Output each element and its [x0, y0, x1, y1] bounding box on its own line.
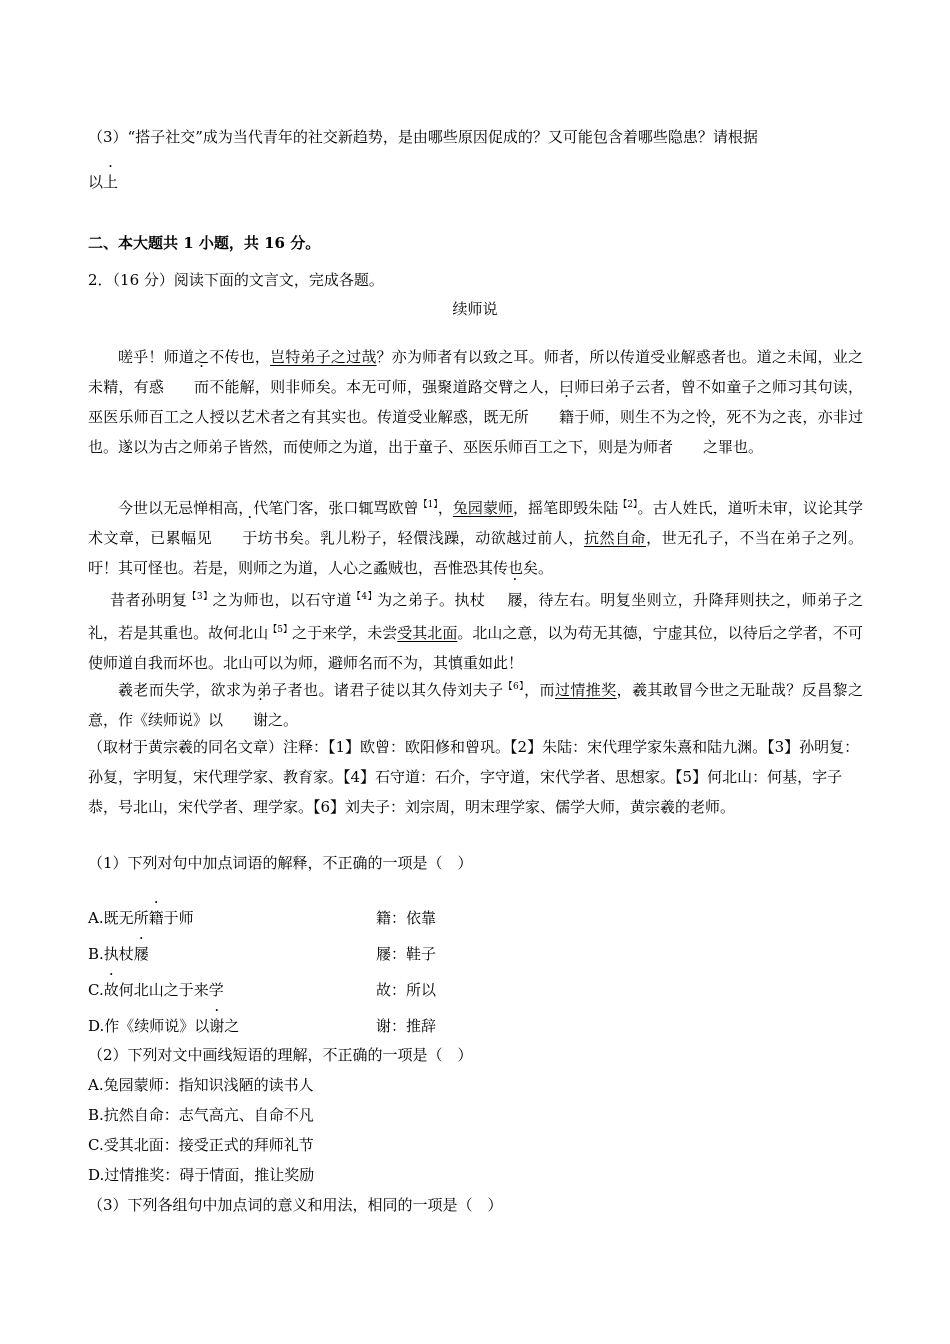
passage-paragraph-4: 羲老而失学，欲求为弟子者也。诸君子徒以其久侍刘夫子$^{【6】}$，而过情推奖，羲其敢冒今世之无耻哉？反昌黎之意，作《续师说》以 谢之。	[88, 672, 863, 735]
option-explanation: 籍：依靠	[376, 909, 437, 927]
option-explanation: 屦：鞋子	[376, 945, 437, 963]
passage-paragraph-1: 嗟乎！师道之不传也，岂特弟子之过哉？亦为师者有以致之耳。师者，所以传道受业解惑者也。道之未闻，业之未精，有惑 而不能解，则非师矣。本无可师，强聚道路交臂之人，曰师曰弟子云者，曾不如童子之师习其句读，巫医乐师百工之人授以艺术者之有其实也。传道受业解惑，既无所 籍于师，则生不为之怜，死不为之丧，亦非过也。遂以为古之师弟子皆然，而使师之为道，出于童子、巫医乐师百工之下，则是为师者 之罪也。	[88, 342, 863, 462]
emphasis-dot-char: 于	[242, 529, 258, 547]
subquestion-2-stem: （2）下列对文中画线短语的理解，不正确的一项是（ ）	[88, 1046, 473, 1064]
question-1-3-line2: 以上	[88, 173, 119, 191]
emphasis-dot-char: 故	[103, 981, 119, 999]
subquestion-2-option-a: A.兔园蒙师：指知识浅陋的读书人	[88, 1076, 314, 1094]
underlined-phrase: 兔园蒙师	[452, 499, 514, 517]
underlined-phrase: 岂特弟子之过哉	[270, 348, 377, 366]
passage-notes: （取材于黄宗羲的同名文章）注释：【1】欧曾：欧阳修和曾巩。【2】朱陆：宋代理学家朱熹和陆九渊。【3】孙明复：孙复，字明复，宋代理学家、教育家。【4】石守道：石介，字守道，宋代学者、思想家。【5】何北山：何基，字子恭，号北山，宋代学者、理学家。【6】刘夫子：刘宗周，明末理学家、儒学大师，黄宗羲的老师。	[88, 738, 860, 816]
emphasis-dot-char: 之	[703, 438, 719, 456]
question-1-3-line1: （3）“搭子社交”成为当代青年的社交新趋势，是由哪些原因促成的？又可能包含着哪些隐患？请根据	[88, 128, 758, 146]
emphasis-dot-char: 籍	[559, 408, 575, 426]
option-explanation: 谢：推辞	[376, 1017, 437, 1035]
passage-title: 续师说	[452, 300, 498, 318]
passage-paragraph-3: 昔者孙明复$^{【3】}$之为师也，以石守道$^{【4】}$为之弟子。执杖 屦，待左右。明复坐则立，升降拜则扶之，师弟子之礼，若是其重也。故何北山$^{【5】}$之于来学，未尝受其北面。北山之意，以为苟无其德，宁虚其位，以待后之学者，不可使师道自我而坏也。北山可以为师，避师名而不为，其慎重如此！	[88, 582, 863, 678]
underlined-phrase: 过情推奖	[554, 681, 617, 699]
subquestion-2-option-c: C.受其北面：接受正式的拜师礼节	[88, 1136, 314, 1154]
emphasis-dot-char: 谢	[253, 711, 269, 729]
emphasis-dot-char: 屦	[133, 945, 149, 963]
passage-paragraph-2: 今世以无忌惮相高，代笔门客，张口辄骂欧曾$^{【1】}$，兔园蒙师，摇笔即毁朱陆$^{【2】}$。古人姓氏，道听未审，议论其学术文章，已累幅见 于坊书矣。乳儿粉子，轻儇浅躁，动欲越过前人，抗然自命，世无孔子，不当在弟子之列。吁！其可怪也。若是，则师之为道，人心之蟊贼也，吾惟恐其传也矣。	[88, 499, 863, 577]
emphasis-dot-char: 而	[194, 378, 210, 396]
footnote-marker: 【6】	[503, 682, 525, 692]
subquestion-3-stem: （3）下列各组句中加点词的意义和用法，相同的一项是（ ）	[88, 1196, 503, 1214]
footnote-marker: 【4】	[351, 592, 378, 602]
emphasis-dot-char: 籍	[148, 909, 164, 927]
question-2-intro: 2．（16 分）阅读下面的文言文，完成各题。	[88, 271, 384, 289]
footnote-marker: 【3】	[187, 592, 213, 602]
emphasis-dot-char: 上	[103, 173, 119, 191]
section-2-heading: 二、本大题共 1 小题，共 16 分。	[88, 234, 321, 252]
underlined-phrase: 受其北面	[397, 624, 458, 642]
underlined-phrase: 抗然自命	[583, 529, 647, 547]
option-explanation: 故：所以	[376, 981, 437, 999]
subquestion-2-option-b: B.抗然自命：志气高亢、自命不凡	[88, 1106, 314, 1124]
emphasis-dot-char: 谢	[209, 1017, 225, 1035]
footnote-marker: 【1】	[418, 500, 438, 510]
subquestion-2-option-d: D.过情推奖：碍于情面，推让奖励	[88, 1166, 315, 1184]
footnote-marker: 【5】	[268, 625, 293, 635]
emphasis-dot-char: 屦	[507, 591, 523, 609]
subquestion-1-stem: （1）下列对句中加点词语的解释，不正确的一项是（ ）	[88, 854, 473, 872]
footnote-marker: 【2】	[618, 500, 638, 510]
